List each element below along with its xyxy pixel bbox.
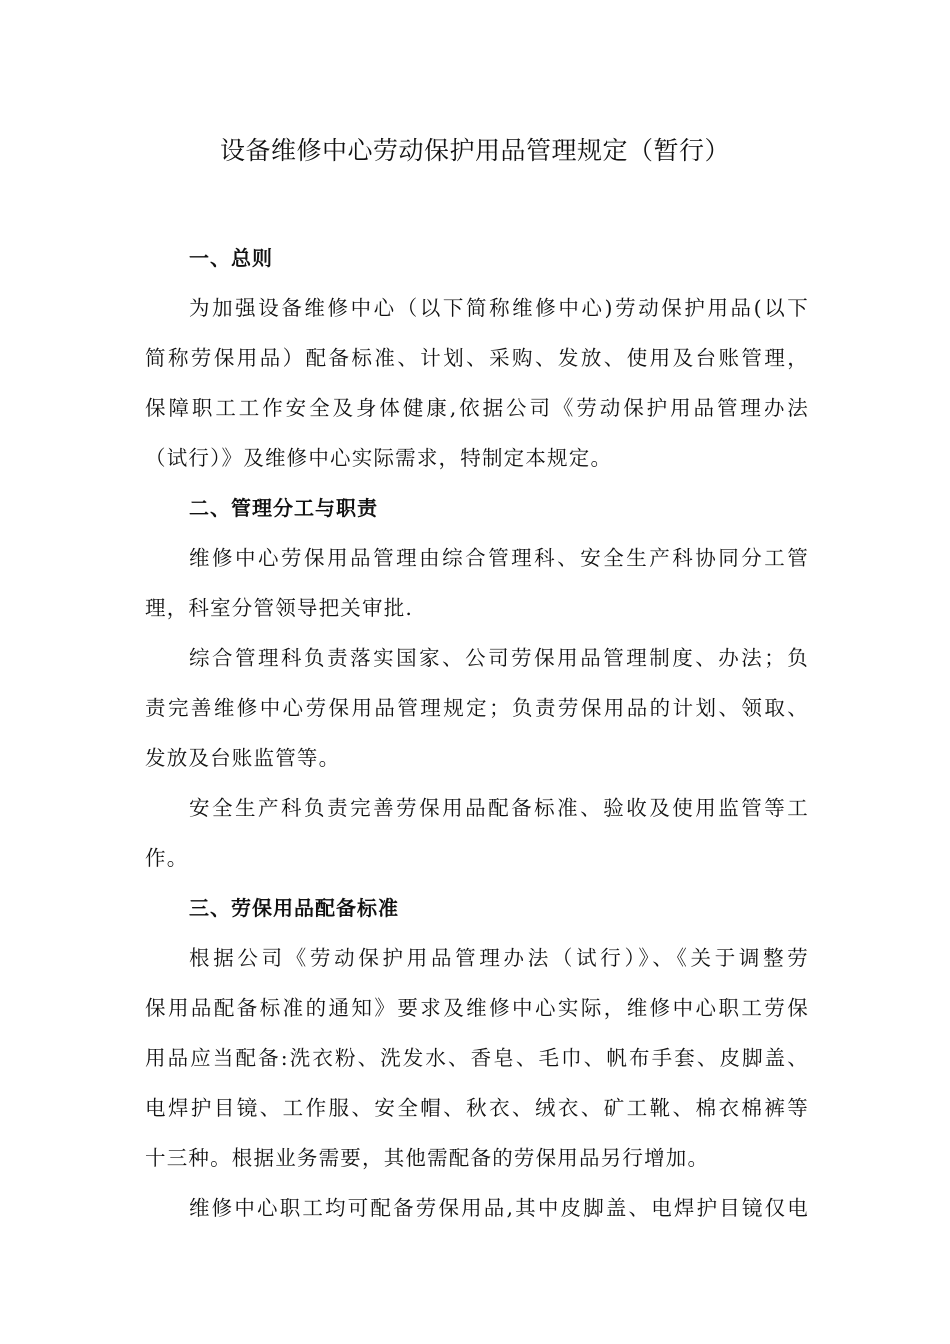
paragraph-line: 理，科室分管领导把关审批.	[145, 596, 414, 620]
paragraph-line: 综合管理科负责落实国家、公司劳保用品管理制度、办法；负	[189, 646, 809, 670]
paragraph-line: 电焊护目镜、工作服、安全帽、秋衣、绒衣、矿工靴、棉衣棉裤等	[145, 1096, 809, 1120]
paragraph-line: 用品应当配备:洗衣粉、洗发水、香皂、毛巾、帆布手套、皮脚盖、	[145, 1046, 809, 1070]
paragraph-line: 发放及台账监管等。	[145, 746, 341, 770]
paragraph-line: 保障职工工作安全及身体健康,依据公司《劳动保护用品管理办法	[145, 396, 809, 420]
document-body	[145, 233, 809, 1233]
section-heading: 三、劳保用品配备标准	[189, 896, 399, 920]
paragraph-line: 维修中心劳保用品管理由综合管理科、安全生产科协同分工管	[189, 546, 809, 570]
paragraph-line: 维修中心职工均可配备劳保用品,其中皮脚盖、电焊护目镜仅电	[189, 1196, 809, 1220]
paragraph-line: 简称劳保用品）配备标准、计划、采购、发放、使用及台账管理，	[145, 346, 809, 370]
paragraph-line: （试行）》及维修中心实际需求，特制定本规定。	[145, 446, 613, 470]
paragraph-line: 作。	[145, 846, 189, 870]
paragraph-line: 安全生产科负责完善劳保用品配备标准、验收及使用监管等工	[189, 796, 809, 820]
document-title: 设备维修中心劳动保护用品管理规定（暂行）	[219, 136, 730, 165]
paragraph-line: 十三种。根据业务需要，其他需配备的劳保用品另行增加。	[145, 1146, 710, 1170]
paragraph-line: 责完善维修中心劳保用品管理规定；负责劳保用品的计划、领取、	[145, 696, 809, 720]
paragraph-line: 保用品配备标准的通知》要求及维修中心实际，维修中心职工劳保	[145, 996, 809, 1020]
paragraph-line: 根据公司《劳动保护用品管理办法（试行）》、《关于调整劳	[189, 946, 809, 970]
section-heading: 一、总则	[189, 246, 273, 270]
paragraph-line: 为加强设备维修中心（以下简称维修中心)劳动保护用品(以下	[189, 296, 809, 320]
section-heading: 二、管理分工与职责	[189, 496, 378, 520]
